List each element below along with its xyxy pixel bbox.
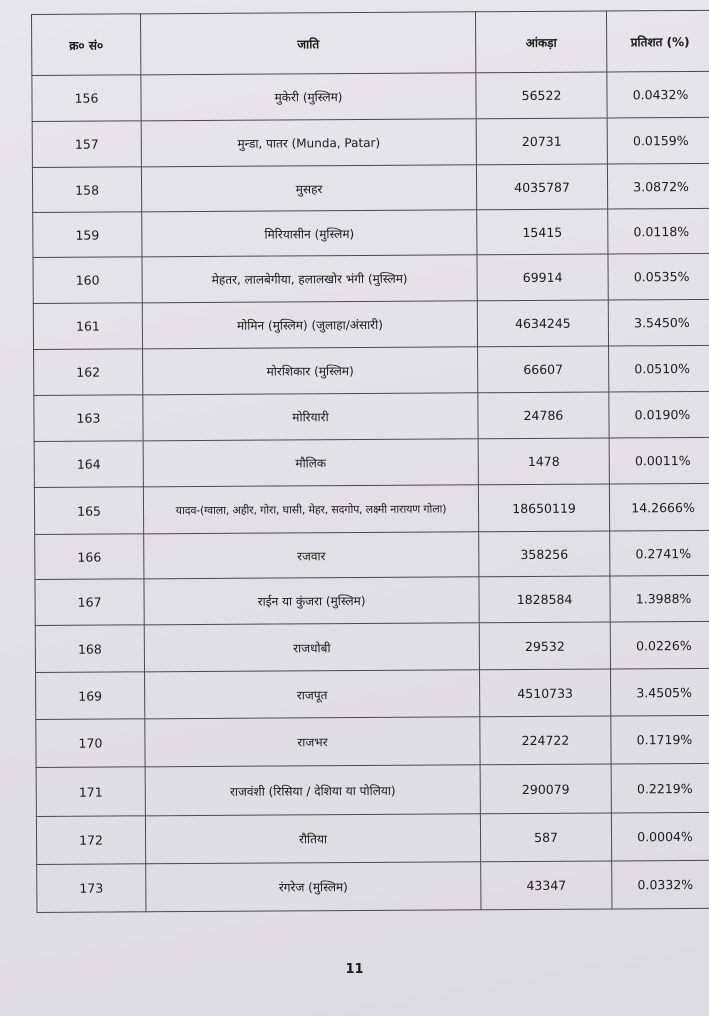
caste-cell: राजपूत bbox=[145, 670, 480, 719]
count-cell: 4634245 bbox=[477, 300, 608, 347]
count-cell: 358256 bbox=[479, 531, 610, 577]
page-number: 11 bbox=[345, 962, 364, 977]
serial-cell: 173 bbox=[37, 864, 146, 913]
percentage-cell: 0.0159% bbox=[607, 117, 709, 164]
caste-cell: मौलिक bbox=[143, 439, 478, 487]
percentage-cell: 3.0872% bbox=[607, 163, 709, 209]
serial-cell: 158 bbox=[32, 167, 141, 213]
caste-cell: मिरियासीन (मुस्लिम) bbox=[142, 210, 477, 257]
table-body bbox=[32, 71, 709, 912]
percentage-cell: 0.2219% bbox=[611, 763, 709, 813]
caste-cell: रौतिया bbox=[145, 814, 480, 864]
header-percentage: प्रतिशत (%) bbox=[606, 10, 709, 72]
count-cell: 66607 bbox=[478, 346, 609, 393]
table-row bbox=[32, 163, 709, 212]
caste-cell: मुकेरी (मुस्लिम) bbox=[141, 73, 476, 121]
count-cell: 1478 bbox=[478, 438, 609, 485]
count-cell: 20731 bbox=[476, 118, 607, 165]
count-cell: 4510733 bbox=[480, 669, 611, 717]
caste-cell: रजवार bbox=[144, 532, 479, 579]
count-cell: 18650119 bbox=[478, 484, 609, 532]
caste-cell: मेहतर, लालबेगीया, हलालखोर भंगी (मुस्लिम) bbox=[142, 255, 477, 303]
percentage-cell: 0.0004% bbox=[611, 812, 709, 861]
table-row bbox=[34, 345, 709, 395]
table-row bbox=[37, 860, 709, 912]
caste-statistics-table bbox=[31, 10, 709, 913]
table-row bbox=[34, 483, 709, 534]
percentage-cell: 0.0226% bbox=[610, 621, 709, 669]
caste-cell: मुन्डा, पातर (Munda, Patar) bbox=[141, 119, 476, 167]
count-cell: 1828584 bbox=[479, 576, 610, 623]
serial-cell: 161 bbox=[33, 303, 142, 350]
table-row bbox=[32, 71, 709, 121]
caste-cell: राईन या कुंजरा (मुस्लिम) bbox=[144, 577, 479, 625]
caste-cell: राजवंशी (रिसिया / देशिया या पोलिया) bbox=[145, 765, 480, 816]
table-row bbox=[34, 391, 709, 441]
serial-cell: 171 bbox=[36, 767, 145, 817]
count-cell: 4035787 bbox=[476, 164, 607, 210]
percentage-cell: 0.0190% bbox=[609, 391, 709, 438]
table-row bbox=[35, 621, 709, 672]
serial-cell: 157 bbox=[32, 121, 141, 168]
serial-cell: 167 bbox=[35, 579, 144, 626]
count-cell: 56522 bbox=[476, 72, 607, 119]
percentage-cell: 0.0432% bbox=[607, 71, 709, 118]
table-row bbox=[36, 812, 709, 864]
percentage-cell: 0.0118% bbox=[608, 208, 709, 254]
table-row bbox=[36, 715, 709, 767]
count-cell: 15415 bbox=[477, 209, 608, 255]
table-row bbox=[36, 668, 709, 719]
percentage-cell: 1.3988% bbox=[610, 575, 709, 622]
header-serial-number: क्र० सं० bbox=[32, 14, 141, 76]
caste-cell: मोरशिकार (मुस्लिम) bbox=[143, 347, 478, 395]
caste-cell: यादव-(ग्वाला, अहीर, गोरा, घासी, मेहर, सदगोप, लक्ष्मी नारायण गोला) bbox=[143, 485, 478, 534]
serial-cell: 159 bbox=[33, 212, 142, 258]
count-cell: 587 bbox=[480, 813, 611, 862]
serial-cell: 166 bbox=[35, 534, 144, 580]
table-row bbox=[33, 253, 709, 303]
serial-cell: 160 bbox=[33, 257, 142, 304]
serial-cell: 169 bbox=[36, 672, 145, 720]
percentage-cell: 0.0011% bbox=[609, 437, 709, 484]
serial-cell: 162 bbox=[34, 349, 143, 396]
count-cell: 24786 bbox=[478, 392, 609, 439]
serial-cell: 163 bbox=[34, 395, 143, 442]
table-row bbox=[35, 575, 709, 625]
count-cell: 290079 bbox=[480, 764, 611, 814]
count-cell: 29532 bbox=[479, 622, 610, 670]
count-cell: 43347 bbox=[481, 861, 612, 910]
table-row bbox=[34, 437, 709, 487]
percentage-cell: 0.0535% bbox=[608, 253, 709, 300]
caste-cell: मोरियारी bbox=[143, 393, 478, 441]
serial-cell: 168 bbox=[35, 625, 144, 673]
count-cell: 69914 bbox=[477, 254, 608, 301]
caste-cell: रंगरेज (मुस्लिम) bbox=[146, 862, 481, 912]
percentage-cell: 14.2666% bbox=[609, 483, 709, 531]
caste-cell: राजधोबी bbox=[144, 623, 479, 672]
caste-cell: राजभर bbox=[145, 717, 480, 767]
percentage-cell: 0.0510% bbox=[609, 345, 709, 392]
table-row bbox=[35, 530, 709, 579]
table-row bbox=[32, 117, 709, 167]
table-row bbox=[36, 763, 709, 816]
caste-cell: मोमिन (मुस्लिम) (जुलाहा/अंसारी) bbox=[142, 301, 477, 349]
serial-cell: 164 bbox=[34, 441, 143, 488]
serial-cell: 170 bbox=[36, 719, 145, 768]
percentage-cell: 0.1719% bbox=[611, 715, 709, 764]
table-row bbox=[33, 299, 709, 349]
serial-cell: 165 bbox=[34, 487, 143, 535]
count-cell: 224722 bbox=[480, 716, 611, 765]
percentage-cell: 3.5450% bbox=[608, 299, 709, 346]
percentage-cell: 0.2741% bbox=[610, 530, 709, 576]
table-header-row bbox=[32, 10, 709, 75]
serial-cell: 172 bbox=[36, 816, 145, 865]
header-caste: जाति bbox=[141, 12, 476, 75]
caste-cell: मुसहर bbox=[141, 165, 476, 212]
serial-cell: 156 bbox=[32, 75, 141, 122]
percentage-cell: 0.0332% bbox=[612, 860, 709, 909]
percentage-cell: 3.4505% bbox=[611, 668, 709, 716]
table-row bbox=[33, 208, 709, 257]
header-count: आंकड़ा bbox=[475, 11, 606, 73]
